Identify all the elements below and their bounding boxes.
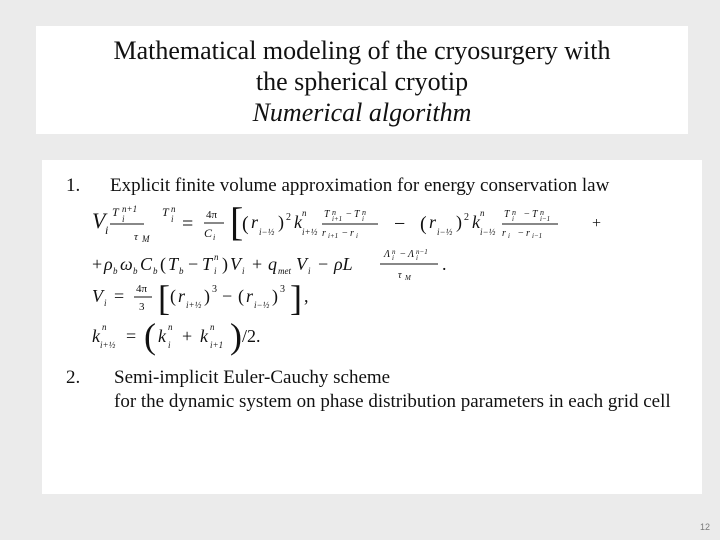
svg-text:T: T [532,209,538,220]
svg-text:T: T [504,209,510,220]
list-item-1-number: 1. [66,175,81,196]
svg-text:met: met [278,266,291,276]
svg-text:4π: 4π [206,209,218,221]
list-item-1-text: Explicit finite volume approximation for energy conservation law [110,175,610,196]
list-item-2-text-line1: Semi-implicit Euler-Cauchy scheme [114,367,391,388]
svg-text:): ) [230,316,242,356]
svg-text:i−½: i−½ [480,227,496,237]
svg-text:(: ( [242,213,249,235]
svg-text:b: b [133,266,138,276]
svg-text:k: k [158,326,166,346]
svg-text:3: 3 [139,301,145,313]
list-item-2-text-line2: for the dynamic system on phase distribution parameters in each grid cell [114,391,671,412]
svg-text:r: r [246,286,254,306]
svg-text:n: n [392,248,396,256]
svg-text:i: i [308,266,311,276]
svg-text:−: − [524,209,530,220]
svg-text:i−1: i−1 [532,232,543,240]
svg-text:−: − [518,228,524,239]
svg-text:i−½: i−½ [254,300,270,310]
svg-text:n: n [168,322,173,332]
svg-text:i: i [214,266,217,276]
svg-text:−: − [222,286,233,306]
svg-text:M: M [142,234,150,244]
svg-text:+: + [92,254,103,274]
svg-text:(: ( [160,254,166,274]
svg-text:(: ( [144,316,156,356]
svg-text:i: i [213,233,216,242]
svg-text:,: , [304,286,309,306]
svg-text:i+½: i+½ [302,227,318,237]
svg-text:n: n [540,208,544,217]
svg-text:): ) [272,286,278,306]
svg-text:i−½: i−½ [259,227,275,237]
svg-text:]: ] [290,278,302,318]
svg-text:−: − [188,254,199,274]
svg-text:i+1: i+1 [210,340,224,350]
svg-text:i+1: i+1 [332,215,343,223]
svg-text:(: ( [170,286,176,306]
svg-text:.: . [442,254,447,274]
svg-text:V: V [296,254,307,274]
svg-text:i+1: i+1 [328,232,339,240]
svg-text:i: i [242,266,245,276]
svg-text:2: 2 [464,212,469,223]
svg-text:n−1: n−1 [416,248,428,256]
svg-text:ρ: ρ [104,254,113,274]
svg-text:τ: τ [398,270,402,281]
svg-text:2: 2 [286,212,291,223]
svg-text:i: i [104,298,107,308]
svg-text:n: n [332,208,336,217]
svg-text:C: C [204,226,213,240]
svg-text:i: i [356,232,358,240]
svg-text:i: i [362,215,364,223]
svg-text:n: n [214,252,219,262]
svg-text:3: 3 [212,284,217,295]
svg-text:=: = [114,286,125,306]
svg-text:n: n [480,208,485,218]
svg-text:i: i [122,214,125,224]
slide-title [36,26,688,134]
svg-text:n+1: n+1 [122,204,138,214]
svg-text:b: b [179,266,184,276]
svg-text:V: V [230,254,241,274]
svg-text:i: i [416,254,418,262]
svg-text:): ) [222,254,228,274]
svg-text:(: ( [420,213,427,235]
svg-text:i: i [168,340,171,350]
svg-text:): ) [278,212,284,232]
svg-text:k: k [200,326,208,346]
list-item-2 [66,366,391,390]
svg-text:b: b [153,266,158,276]
svg-text:3: 3 [280,284,285,295]
svg-text:i−1: i−1 [540,215,551,223]
svg-text:i: i [508,232,510,240]
title-line-3: Numerical algorithm [252,98,472,127]
svg-text:T: T [202,254,213,274]
svg-text:+: + [252,254,263,274]
list-item-2-number: 2. [66,367,81,388]
svg-text:+: + [182,326,193,346]
svg-text:i: i [105,223,109,237]
svg-text:r: r [251,212,259,232]
svg-text:T: T [324,209,330,220]
svg-text:n: n [362,208,366,217]
svg-text:i: i [171,214,174,224]
svg-text:i−½: i−½ [437,227,453,237]
svg-text:k: k [92,326,100,346]
svg-text:Λ: Λ [384,249,391,260]
svg-text:V: V [92,208,106,233]
svg-text:ρL: ρL [334,254,353,274]
svg-text:): ) [456,212,462,232]
svg-text:r: r [350,228,354,239]
svg-text:n: n [512,208,516,217]
svg-text:T: T [112,205,119,219]
svg-text:n: n [102,322,107,332]
svg-text:M: M [405,274,411,282]
svg-text:i: i [392,254,394,262]
svg-text:i: i [512,215,514,223]
svg-text:C: C [140,254,153,274]
svg-text:V: V [92,286,103,306]
svg-text:ω: ω [120,254,133,274]
svg-text:k: k [294,212,302,232]
svg-text:=: = [126,326,137,346]
svg-text:r: r [322,228,326,239]
svg-text:n: n [210,322,215,332]
svg-text:[: [ [230,199,244,244]
svg-text:i+½: i+½ [186,300,202,310]
svg-text:k: k [472,212,480,232]
svg-text:n: n [302,208,307,218]
svg-text:r: r [502,228,506,239]
svg-text:−: − [342,228,348,239]
svg-text:r: r [178,286,186,306]
svg-text:q: q [268,254,277,274]
svg-text:n: n [171,204,176,214]
svg-text:[: [ [158,278,170,318]
title-line-2: the spherical cryotip [255,67,469,96]
svg-text:τ: τ [134,231,138,243]
svg-text:b: b [113,266,118,276]
svg-text:): ) [204,286,210,306]
svg-text:i+½: i+½ [100,340,116,350]
svg-text:Λ: Λ [408,249,415,260]
svg-text:r: r [526,228,530,239]
svg-text:=: = [182,213,194,235]
list-item-2-continuation [114,390,671,414]
svg-text:T: T [354,209,360,220]
svg-text:(: ( [238,286,244,306]
svg-text:T: T [168,254,179,274]
title-line-1: Mathematical modeling of the cryosurgery with [113,36,611,65]
svg-text:/2.: /2. [242,326,261,346]
svg-text:T: T [162,205,169,219]
svg-text:+: + [592,215,602,232]
svg-text:4π: 4π [136,283,148,295]
svg-text:−: − [400,249,406,260]
page-number: 12 [699,522,710,532]
svg-text:−: − [346,209,352,220]
svg-text:−: − [394,213,406,235]
slide-content [42,160,702,494]
energy-equation-block [42,160,702,360]
svg-text:−: − [318,254,329,274]
svg-text:r: r [429,212,437,232]
